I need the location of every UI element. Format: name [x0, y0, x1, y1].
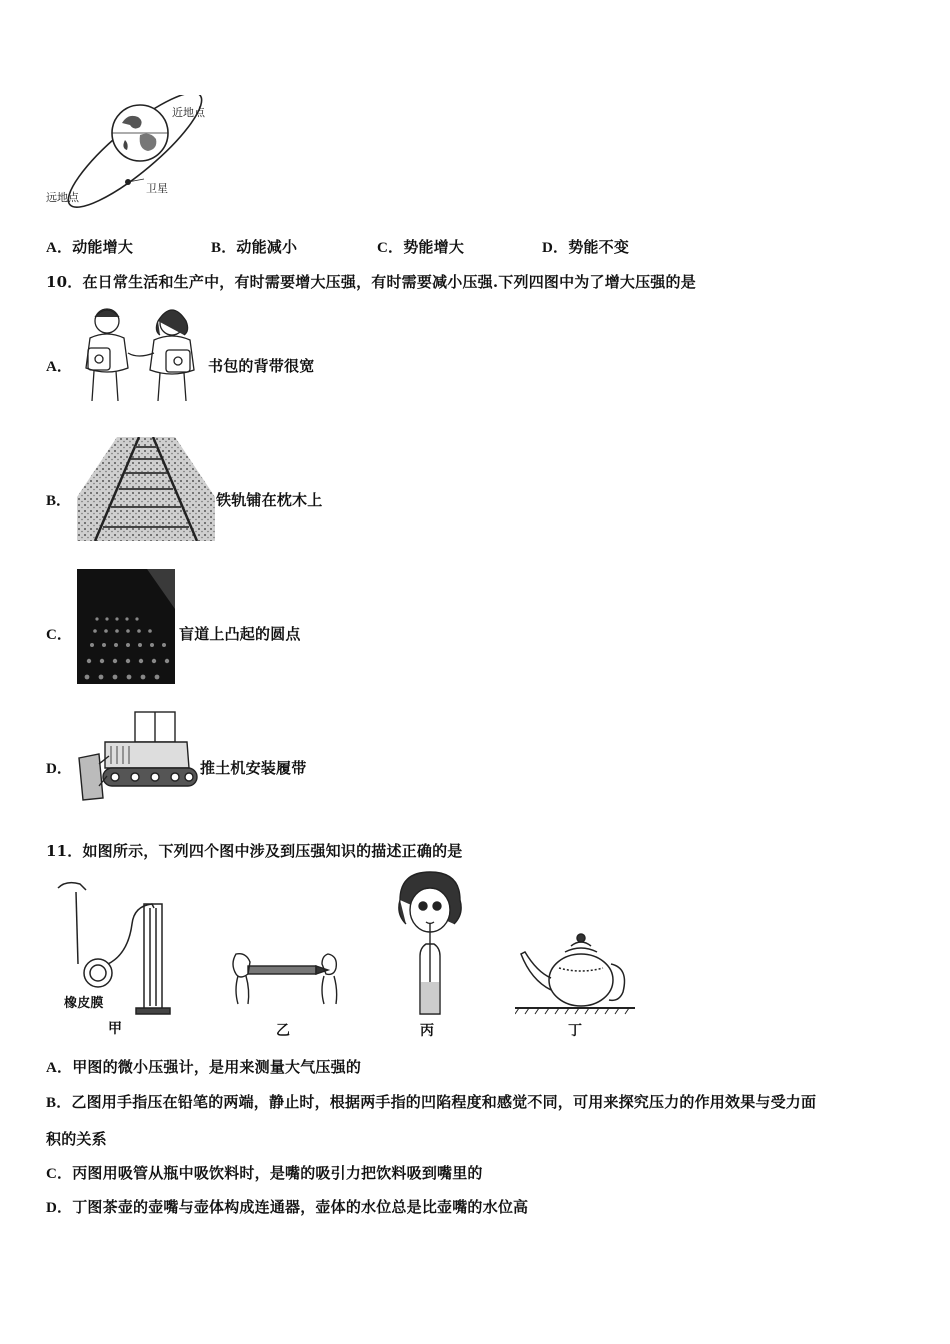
- q11-option-d[interactable]: [46, 1196, 528, 1217]
- figure-ding-caption: 丁: [568, 1023, 583, 1039]
- girl-straw-figure: [390, 870, 470, 1018]
- option-text: 动能减小: [236, 238, 298, 256]
- q11-option-a[interactable]: [46, 1056, 361, 1077]
- q11-stem: 11．如图所示，下列四个图中涉及到压强知识的描述正确的是: [46, 842, 463, 860]
- option-text: 丙图用吸管从瓶中吸饮料时，是嘴的吸引力把饮料吸到嘴里的: [72, 1164, 483, 1182]
- q10-option-c-letter[interactable]: C．: [46, 627, 72, 643]
- option-letter: A．: [46, 240, 73, 256]
- figure-yi-caption: 乙: [276, 1023, 291, 1039]
- option-text: 甲图的微小压强计，是用来测量大气压强的: [72, 1058, 362, 1076]
- option-text: 动能增大: [72, 238, 134, 256]
- q10-stem: 10．在日常生活和生产中，有时需要增大压强，有时需要减小压强.下列四图中为了增大压强的是: [46, 273, 696, 291]
- option-letter: D．: [542, 240, 569, 256]
- q11-option-b[interactable]: [46, 1091, 816, 1112]
- apogee-label: 远地点: [46, 191, 79, 204]
- q10-option-d-caption: 推土机安装履带: [200, 759, 307, 777]
- q9-option-b[interactable]: [211, 236, 297, 257]
- option-letter: C．: [46, 1166, 73, 1182]
- option-text: 势能不变: [568, 238, 630, 256]
- perigee-label: 近地点: [172, 106, 205, 119]
- railway-track-image: [77, 437, 215, 541]
- option-letter: D．: [46, 1200, 73, 1216]
- option-letter: B．: [46, 1095, 72, 1111]
- figure-jia-caption: 甲: [108, 1021, 123, 1037]
- rubber-membrane-label: 橡皮膜: [64, 996, 104, 1011]
- q11-option-c[interactable]: [46, 1162, 483, 1183]
- option-letter: C．: [377, 240, 404, 256]
- option-letter: B．: [211, 240, 237, 256]
- q10-option-d-letter[interactable]: D．: [46, 761, 72, 777]
- q10-option-c-caption: 盲道上凸起的圆点: [179, 625, 301, 643]
- option-text: 乙图用手指压在铅笔的两端，静止时，根据两手指的凹陷程度和感觉不同，可用来探究压力的作用效果与受力面: [71, 1093, 817, 1111]
- q10-option-b-caption: 铁轨铺在枕木上: [216, 491, 323, 509]
- q10-option-b-letter[interactable]: B．: [46, 493, 72, 509]
- q9-option-c[interactable]: [377, 236, 464, 257]
- q10-option-a-letter[interactable]: A．: [46, 359, 72, 375]
- q10-option-a-caption: 书包的背带很宽: [208, 357, 315, 375]
- q9-option-d[interactable]: [542, 236, 629, 257]
- pencil-fingers-figure: [228, 952, 338, 1010]
- option-text: 丁图茶壶的壶嘴与壶体构成连通器，壶体的水位总是比壶嘴的水位高: [72, 1198, 529, 1216]
- teapot-figure: [515, 930, 635, 1016]
- tactile-paving-image: [77, 569, 175, 684]
- q9-option-a[interactable]: [46, 236, 133, 257]
- option-text: 势能增大: [403, 238, 465, 256]
- option-letter: A．: [46, 1060, 73, 1076]
- satellite-label: 卫星: [146, 182, 168, 195]
- figure-bing-caption: 丙: [420, 1023, 435, 1039]
- bulldozer-image: [77, 706, 201, 804]
- children-with-backpacks-image: [72, 303, 206, 407]
- q11-option-b-continuation: 积的关系: [46, 1130, 107, 1148]
